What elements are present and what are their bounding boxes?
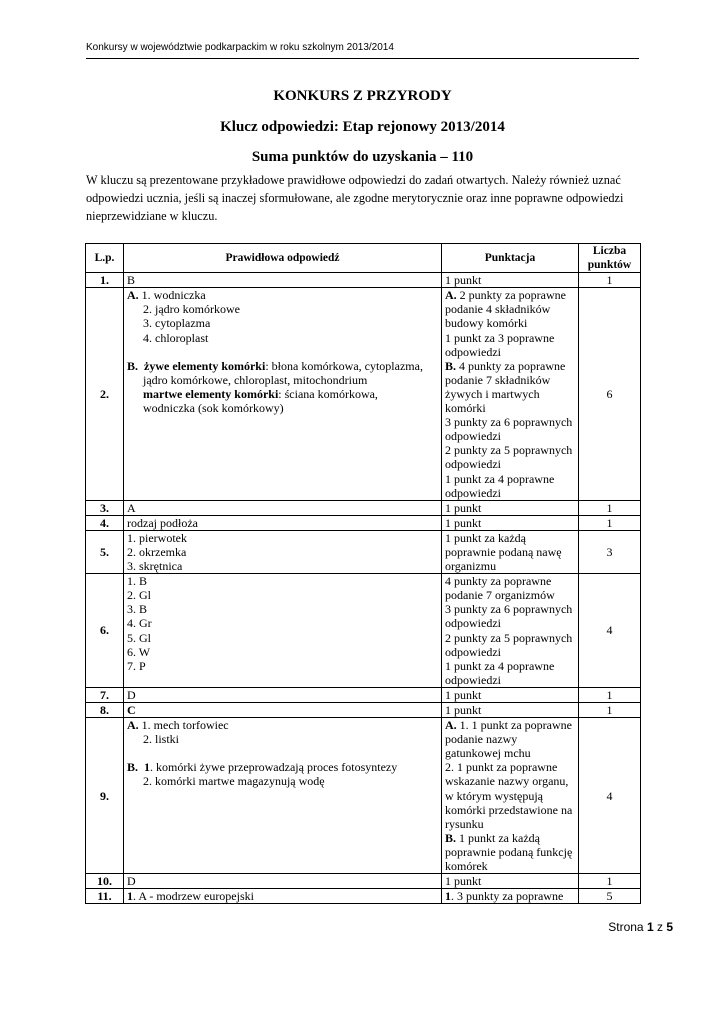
points-cell: 4 [579, 574, 641, 688]
table-row [86, 574, 641, 688]
answer-line: 1. wodniczka [141, 288, 206, 303]
table-row [86, 288, 641, 500]
points-cell: 1 [579, 874, 641, 889]
answer-line: 4. Gr [127, 616, 152, 631]
answer-key-table [85, 243, 641, 904]
answer-cell [124, 889, 442, 904]
row-number: 3. [86, 500, 124, 515]
page-number [608, 920, 673, 934]
part-label: A. [445, 718, 457, 733]
part-label: B. [127, 760, 139, 775]
answer-cell: D [124, 687, 442, 702]
row-number: 7. [86, 687, 124, 702]
answer-number: 1 [144, 760, 151, 775]
table-row [86, 889, 641, 904]
table-row [86, 515, 641, 530]
answer-line: 1. pierwotek [127, 530, 187, 545]
answer-cell [124, 703, 442, 718]
scoring-line: 2 punkty za 5 poprawnych odpowiedzi [445, 443, 573, 472]
answer-line: 2. Gl [127, 588, 151, 603]
points-cell: 1 [579, 687, 641, 702]
scoring-line: 4 punkty za poprawne podanie 7 organizmów [445, 574, 555, 603]
answer-line: wodniczka (sok komórkowy) [143, 400, 284, 415]
answer-line: 3. skrętnica [127, 559, 183, 574]
points-cell: 5 [579, 889, 641, 904]
page-separator: z [656, 920, 663, 934]
answer-line: 2. okrzemka [127, 544, 187, 559]
points-cell: 1 [579, 500, 641, 515]
scoring-cell [442, 288, 579, 500]
answer-line: C [127, 703, 136, 717]
part-label: A. [127, 718, 139, 733]
answer-number: 1 [127, 889, 133, 904]
table-row [86, 874, 641, 889]
scoring-line: 4 punkty za poprawne podanie 7 składników żywych i martwych komórki [445, 358, 566, 416]
table-row [86, 687, 641, 702]
answer-cell [124, 718, 442, 874]
points-cell: 4 [579, 718, 641, 874]
part-label: B. [445, 358, 457, 373]
scoring-line: 2 punkty za poprawne podanie 4 składników budowy komórki [445, 288, 566, 331]
answer-line: : błona komórkowa, cytoplazma, [265, 358, 423, 373]
answer-line: jądro komórkowe, chloroplast, mitochondrium [143, 372, 368, 387]
points-cell: 1 [579, 703, 641, 718]
scoring-line: 3 punkty za 6 poprawnych odpowiedzi [445, 602, 573, 631]
scoring-cell: 1 punkt za każdą poprawnie podaną nawę organizmu [442, 530, 579, 573]
total-pages: 5 [666, 920, 673, 934]
scoring-line: 2. 1 punkt za poprawne wskazanie nazwy organu, w którym występują komórki przedstawione na rysunku [445, 760, 573, 831]
table-row [86, 273, 641, 288]
scoring-cell [442, 718, 579, 874]
answer-line: 4. chloroplast [143, 330, 209, 345]
running-header: Konkursy w województwie podkarpackim w roku szkolnym 2013/2014 [86, 42, 394, 53]
current-page: 1 [646, 920, 654, 934]
answer-cell [124, 574, 442, 688]
row-number: 8. [86, 703, 124, 718]
points-cell: 6 [579, 288, 641, 500]
scoring-line: 1 punkt za 4 poprawne odpowiedzi [445, 658, 555, 687]
answer-cell [124, 288, 442, 500]
table-header-row [86, 244, 641, 273]
table-row [86, 500, 641, 515]
answer-term: martwe elementy komórki [143, 386, 279, 401]
part-label: A. [127, 288, 139, 303]
scoring-cell: 1 punkt [442, 500, 579, 515]
header-lp: L.p. [86, 244, 124, 273]
answer-line: 3. B [127, 602, 148, 617]
scoring-cell: 1 punkt [442, 273, 579, 288]
table-row [86, 530, 641, 573]
row-number: 10. [86, 874, 124, 889]
answer-line: . komórki żywe przeprowadzają proces fotosyntezy [150, 760, 398, 775]
answer-term: żywe elementy komórki [144, 358, 266, 373]
answer-line: 7. P [127, 658, 146, 673]
header-points: Liczba punktów [579, 244, 641, 273]
row-number: 2. [86, 288, 124, 500]
scoring-line: . 3 punkty za poprawne [451, 889, 564, 904]
row-number: 5. [86, 530, 124, 573]
scoring-line: 1 punkt za 4 poprawne odpowiedzi [445, 471, 555, 500]
scoring-line: 1 punkt za 3 poprawne odpowiedzi [445, 330, 555, 359]
answer-cell: rodzaj podłoża [124, 515, 442, 530]
answer-cell: B [124, 273, 442, 288]
answer-line: 3. cytoplazma [143, 316, 211, 331]
points-cell: 1 [579, 515, 641, 530]
scoring-cell: 1 punkt [442, 874, 579, 889]
answer-line: : ściana komórkowa, [278, 386, 378, 401]
scoring-cell: 1 punkt [442, 515, 579, 530]
row-number: 1. [86, 273, 124, 288]
header-answer: Prawidłowa odpowiedź [124, 244, 442, 273]
scoring-cell: 1 punkt [442, 687, 579, 702]
document-title: KONKURS Z PRZYRODY [273, 88, 452, 104]
answer-line: 6. W [127, 644, 151, 659]
scoring-cell [442, 889, 579, 904]
scoring-cell: 1 punkt [442, 703, 579, 718]
scoring-cell [442, 574, 579, 688]
table-row [86, 718, 641, 874]
answer-cell: A [124, 500, 442, 515]
scoring-line: 3 punkty za 6 poprawnych odpowiedzi [445, 415, 573, 444]
answer-line: 2. jądro komórkowe [143, 302, 240, 317]
page-label: Strona [608, 920, 644, 934]
header-divider [86, 58, 639, 59]
points-cell: 1 [579, 273, 641, 288]
header-scoring: Punktacja [442, 244, 579, 273]
part-label: B. [127, 358, 139, 373]
answer-cell: D [124, 874, 442, 889]
part-label: A. [445, 288, 457, 303]
answer-line: 2. komórki martwe magazynują wodę [143, 774, 325, 789]
table-row [86, 703, 641, 718]
answer-line: 5. Gl [127, 630, 151, 645]
scoring-line: 1 punkt za każdą poprawnie podaną funkcję komórek [445, 830, 573, 874]
answer-line: 1. B [127, 574, 148, 589]
answer-line: 2. listki [143, 732, 180, 747]
row-number: 4. [86, 515, 124, 530]
points-total: Suma punktów do uzyskania – 110 [251, 149, 474, 165]
scoring-number: 1 [445, 889, 451, 904]
points-cell: 3 [579, 530, 641, 573]
scoring-line: 1. 1 punkt za poprawne podanie nazwy gatunkowej mchu [445, 718, 572, 761]
row-number: 6. [86, 574, 124, 688]
row-number: 11. [86, 889, 124, 904]
part-label: B. [445, 830, 457, 845]
row-number: 9. [86, 718, 124, 874]
answer-cell [124, 530, 442, 573]
intro-paragraph: W kluczu są prezentowane przykładowe prawidłowe odpowiedzi do zadań otwartych. Należy również uznać odpowiedzi ucznia, jeśli są inaczej sformułowane, ale zgodne merytorycznie oraz inne poprawne odpowiedzi nieprzewidziane w kluczu. [86, 173, 624, 223]
answer-line: . A - modrzew europejski [133, 889, 254, 904]
document-subtitle: Klucz odpowiedzi: Etap rejonowy 2013/2014 [220, 119, 505, 135]
scoring-line: 2 punkty za 5 poprawnych odpowiedzi [445, 630, 573, 659]
answer-line: 1. mech torfowiec [141, 718, 229, 733]
